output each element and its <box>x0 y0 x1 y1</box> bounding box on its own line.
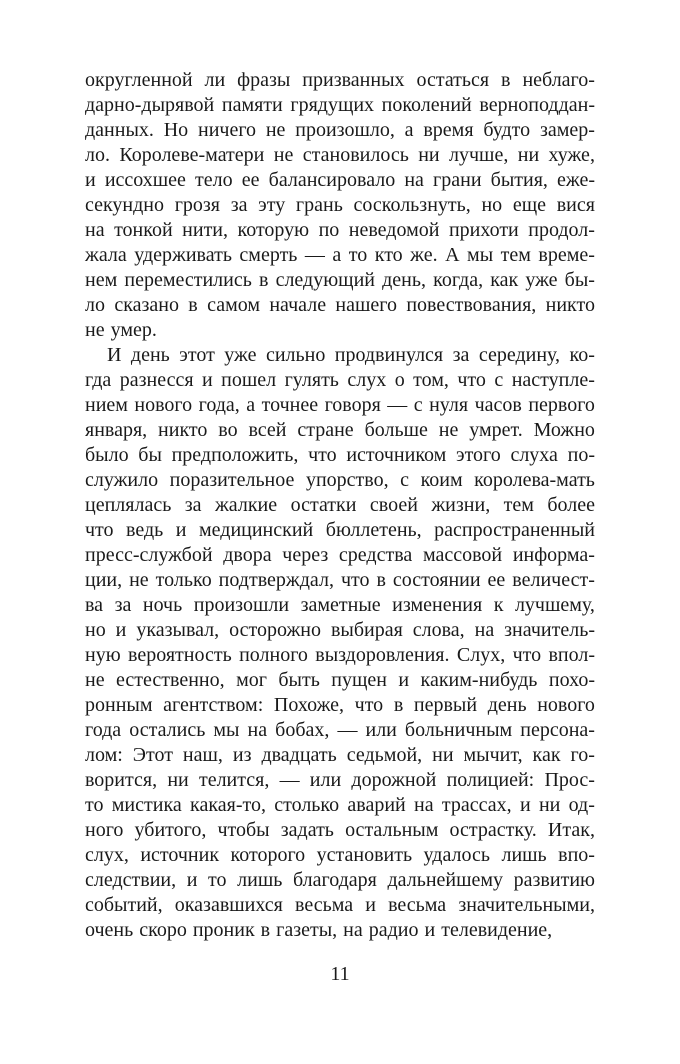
text-line: ного убитого, чтобы задать остальным острастку. Итак, <box>85 819 595 841</box>
text-line: пресс-службой двора через средства массовой информа- <box>85 544 595 566</box>
page-number: 11 <box>330 963 350 985</box>
text-line: ло сказано в самом начале нашего повествования, никто <box>85 294 595 316</box>
text-line: ворится, ни телится, — или дорожной полицией: Прос- <box>85 769 595 791</box>
text-line: ва за ночь произошли заметные изменения к лучшему, <box>85 594 595 616</box>
text-line: секундно грозя за эту грань соскользнуть, но еще вися <box>85 194 595 216</box>
text-line: следствии, и то лишь благодаря дальнейшему развитию <box>85 869 595 891</box>
text-line: ло. Королеве-матери не становилось ни лучше, ни хуже, <box>85 144 595 166</box>
text-line: января, никто во всей стране больше не умрет. Можно <box>85 419 595 441</box>
text-line: слух, источник которого установить удалось лишь впо- <box>85 844 595 866</box>
text-line: не естественно, мог быть пущен и каким-нибудь похо- <box>85 669 595 691</box>
text-line: и иссохшее тело ее балансировало на грани бытия, еже- <box>85 169 595 191</box>
text-line: лом: Этот наш, из двадцать седьмой, ни мычит, как го- <box>85 744 595 766</box>
text-line: данных. Но ничего не произошло, а время будто замер- <box>85 119 595 141</box>
text-line: гда разнесся и пошел гулять слух о том, что с наступле- <box>85 369 595 391</box>
text-line: событий, оказавшихся весьма и весьма значительными, <box>85 894 595 916</box>
text-line: на тонкой нити, которую по неведомой прихоти продол- <box>85 219 595 241</box>
text-line: ную вероятность полного выздоровления. Слух, что впол- <box>85 644 595 666</box>
text-line: И день этот уже сильно продвинулся за середину, ко- <box>107 344 595 366</box>
text-line: округленной ли фразы призванных остаться в неблаго- <box>85 69 595 91</box>
text-line: нем переместились в следующий день, когда, как уже бы- <box>85 269 595 291</box>
text-line: не умер. <box>85 319 157 341</box>
text-line: служило поразительное упорство, с коим королева-мать <box>85 469 595 491</box>
text-line: очень скоро проник в газеты, на радио и телевидение, <box>85 919 553 941</box>
text-line: то мистика какая-то, столько аварий на трассах, и ни од- <box>85 794 595 816</box>
text-line: ции, не только подтверждал, что в состоянии ее величест- <box>85 569 595 591</box>
text-line: нием нового года, а точнее говоря — с нуля часов первого <box>85 394 595 416</box>
text-line: что ведь и медицинский бюллетень, распространенный <box>85 519 595 541</box>
text-line: года остались мы на бобах, — или больничным персона- <box>85 719 595 741</box>
book-page-text <box>85 68 595 943</box>
text-line: цеплялась за жалкие остатки своей жизни, тем более <box>85 494 595 516</box>
text-line: дарно-дырявой памяти грядущих поколений верноподдан- <box>85 94 595 116</box>
text-line: ронным агентством: Похоже, что в первый день нового <box>85 694 595 716</box>
text-line: но и указывал, осторожно выбирая слова, на значитель- <box>85 619 595 641</box>
text-line: жала удерживать смерть — а то кто же. А мы тем време- <box>85 244 595 266</box>
text-line: было бы предположить, что источником этого слуха по- <box>85 444 595 466</box>
